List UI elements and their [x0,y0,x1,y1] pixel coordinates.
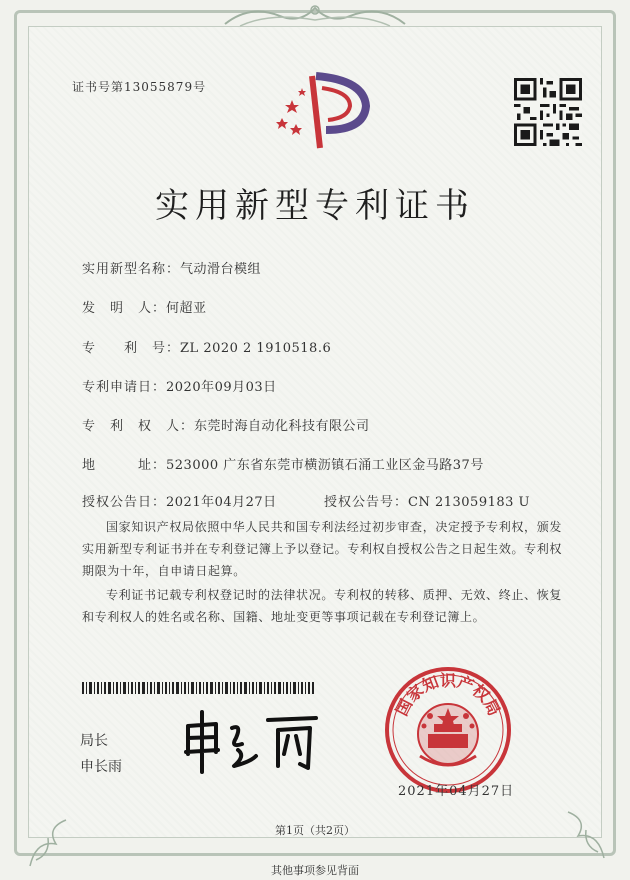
official-seal-icon [382,664,514,796]
field-label: 专 利 号： [82,341,181,356]
page-number: 第1页（共2页） [275,824,355,837]
field-value: 东莞时海自动化科技有限公司 [194,419,370,434]
field-label: 实用新型名称： [82,262,181,277]
field-patent-number [82,337,331,356]
field-label: 授权公告号： [324,495,409,510]
field-label: 专利申请日： [82,380,167,395]
field-value: ZL 2020 2 1910518.6 [180,341,332,356]
field-filing-date [82,376,277,395]
top-ornament-icon [220,2,410,28]
field-value: 523000 广东省东莞市横沥镇石涌工业区金马路37号 [166,458,484,473]
seal-text: 国家知识产权局 [391,671,505,719]
certificate-title: 实用新型专利证书 [155,186,475,226]
legal-notice-paragraph: 国家知识产权局依照中华人民共和国专利法经过初步审查，决定授予专利权，颁发实用新型专利证书并在专利登记簿上予以登记。专利权自授权公告之日起生效。专利权期限为十年，自申请日起算。 [82,520,562,578]
cnipa-logo-icon [272,70,376,152]
legal-status-paragraph: 专利证书记载专利权登记时的法律状况。专利权的转移、质押、无效、终止、恢复和专利权人的姓名或名称、国籍、地址变更等事项记载在专利登记簿上。 [82,588,562,624]
field-label: 授权公告日： [82,495,167,510]
field-value: CN 213059183 U [408,495,530,510]
field-label: 地 址： [82,458,167,473]
field-value: 何超亚 [166,301,207,316]
barcode-icon [82,682,314,694]
field-utility-model-name [82,258,261,277]
field-value: 2020年09月03日 [166,380,277,395]
seal-date: 2021年04月27日 [398,784,515,799]
director-name: 申长雨 [80,759,122,775]
field-grant-number [324,491,530,510]
field-label: 发 明 人： [82,301,167,316]
director-signature-icon [176,706,326,778]
field-value: 2021年04月27日 [166,495,277,510]
field-grant-date [82,491,277,510]
field-inventor [82,297,207,316]
director-title: 局长 [80,733,108,749]
footer-note: 其他事项参见背面 [271,864,359,877]
field-label: 专 利 权 人： [82,419,195,434]
field-patentee [82,415,370,434]
field-value: 气动滑台模组 [180,262,262,277]
corner-ornament-icon [26,810,86,870]
qr-code-icon [514,78,582,146]
certificate-number: 证书号第13055879号 [72,80,207,94]
field-address [82,454,484,473]
